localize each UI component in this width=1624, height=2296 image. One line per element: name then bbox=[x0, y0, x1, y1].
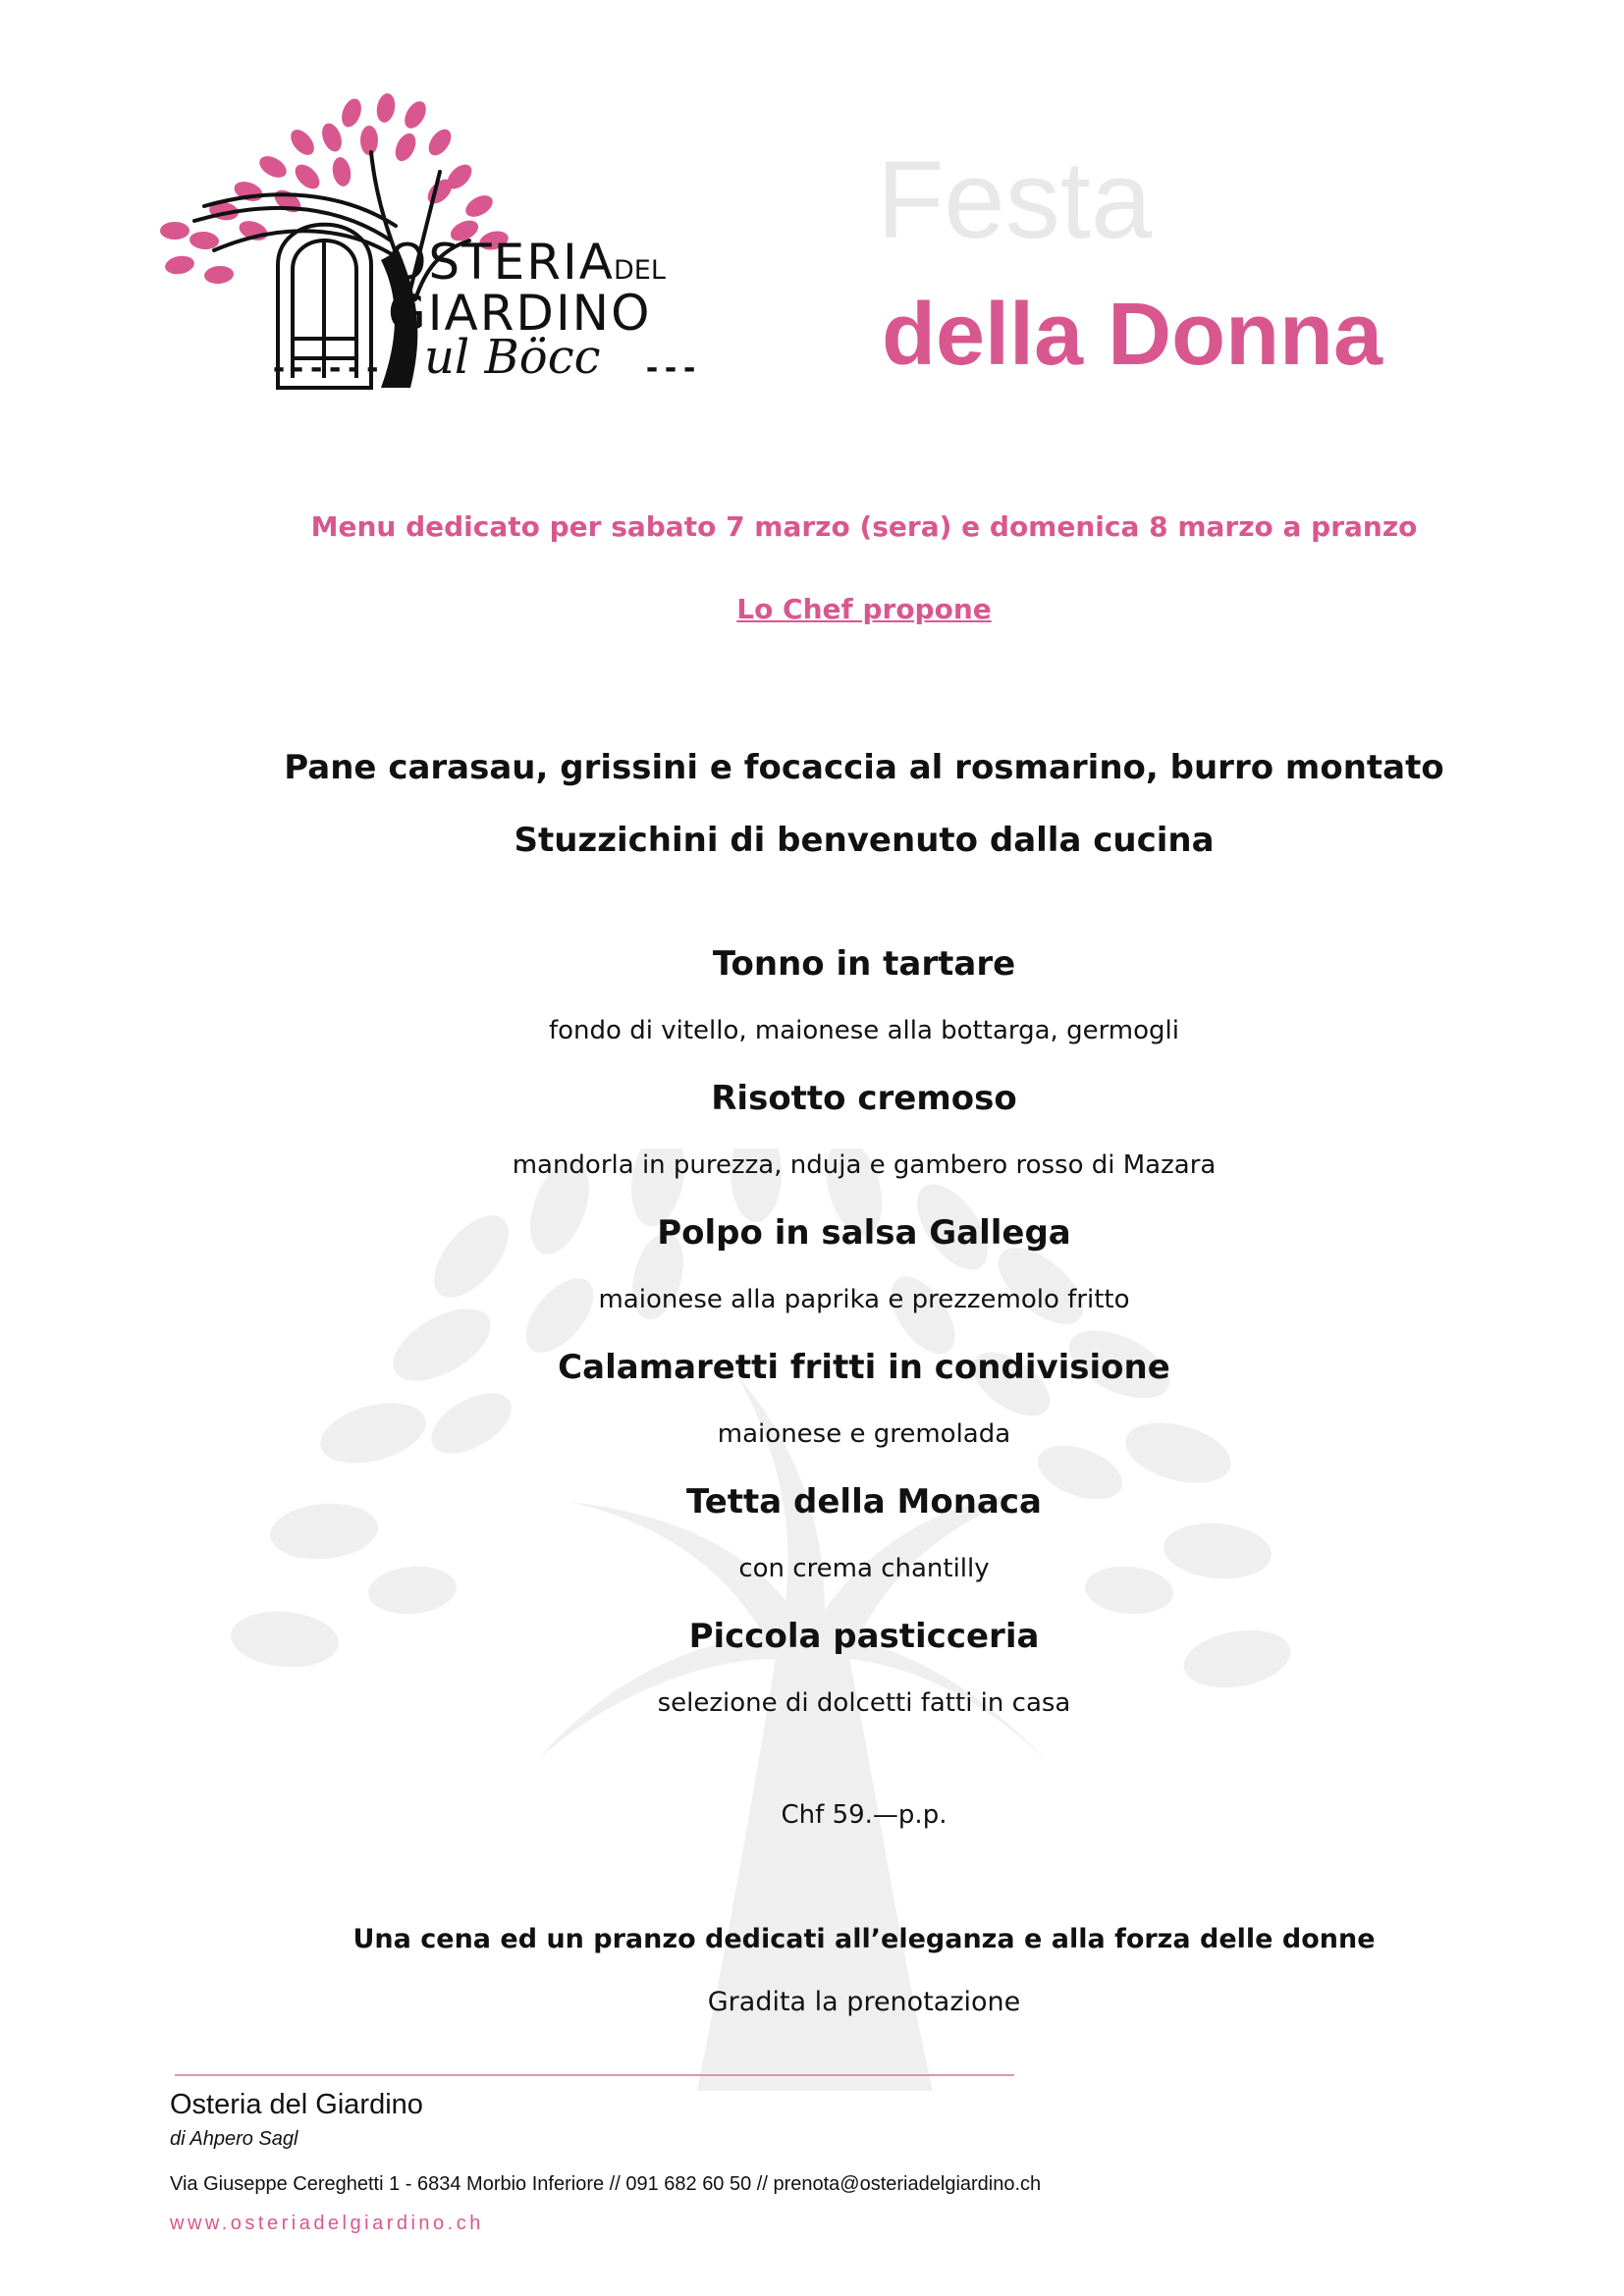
dish-name: Polpo in salsa Gallega bbox=[657, 1213, 1071, 1253]
booking-note: Gradita la prenotazione bbox=[707, 1987, 1021, 2017]
chef-propone-link[interactable]: Lo Chef propone bbox=[736, 593, 992, 625]
footer-divider bbox=[175, 2074, 1014, 2076]
logo-giardino-text: GIARDINO bbox=[388, 285, 652, 342]
dish-desc: maionese e gremolada bbox=[717, 1419, 1011, 1449]
dish-desc: maionese alla paprika e prezzemolo fritto bbox=[598, 1285, 1130, 1314]
dish-name: Tetta della Monaca bbox=[686, 1482, 1042, 1522]
dish-name: Calamaretti fritti in condivisione bbox=[558, 1348, 1170, 1387]
tagline: Una cena ed un pranzo dedicati all’eleganza e alla forza delle donne bbox=[352, 1924, 1376, 1954]
dish-name: Risotto cremoso bbox=[711, 1079, 1017, 1118]
logo-dashes-left: ------ bbox=[270, 351, 383, 386]
dish-desc: mandorla in purezza, nduja e gambero rosso di Mazara bbox=[512, 1150, 1217, 1180]
dish-name: Piccola pasticceria bbox=[688, 1617, 1040, 1656]
footer-company: di Ahpero Sagl bbox=[170, 2128, 298, 2150]
logo-script-text: ul Böcc bbox=[424, 330, 601, 385]
menu-price: Chf 59.—p.p. bbox=[781, 1800, 947, 1830]
intro-line: Pane carasau, grissini e focaccia al rosmarino, burro montato bbox=[284, 748, 1444, 787]
dish-name: Tonno in tartare bbox=[712, 944, 1016, 984]
footer-website-link[interactable]: www.osteriadelgiardino.ch bbox=[170, 2213, 484, 2234]
logo-osteria-text: OSTERIA bbox=[388, 234, 615, 291]
dish-desc: fondo di vitello, maionese alla bottarga, germogli bbox=[549, 1016, 1179, 1045]
footer-address: Via Giuseppe Cereghetti 1 - 6834 Morbio Inferiore // 091 682 60 50 // prenota@osteriadelgiardino.ch bbox=[170, 2173, 1042, 2195]
dish-desc: con crema chantilly bbox=[738, 1554, 990, 1583]
logo-dashes-right: --- bbox=[643, 351, 700, 386]
heading-della-donna: della Donna bbox=[882, 286, 1383, 384]
dish-desc: selezione di dolcetti fatti in casa bbox=[657, 1688, 1071, 1718]
footer-restaurant-name: Osteria del Giardino bbox=[170, 2089, 423, 2120]
heading-festa: Festa bbox=[877, 138, 1153, 261]
menu-subtitle: Menu dedicato per sabato 7 marzo (sera) e domenica 8 marzo a pranzo bbox=[310, 510, 1418, 543]
intro-line: Stuzzichini di benvenuto dalla cucina bbox=[514, 821, 1215, 860]
logo-del-text: DEL bbox=[614, 255, 666, 286]
